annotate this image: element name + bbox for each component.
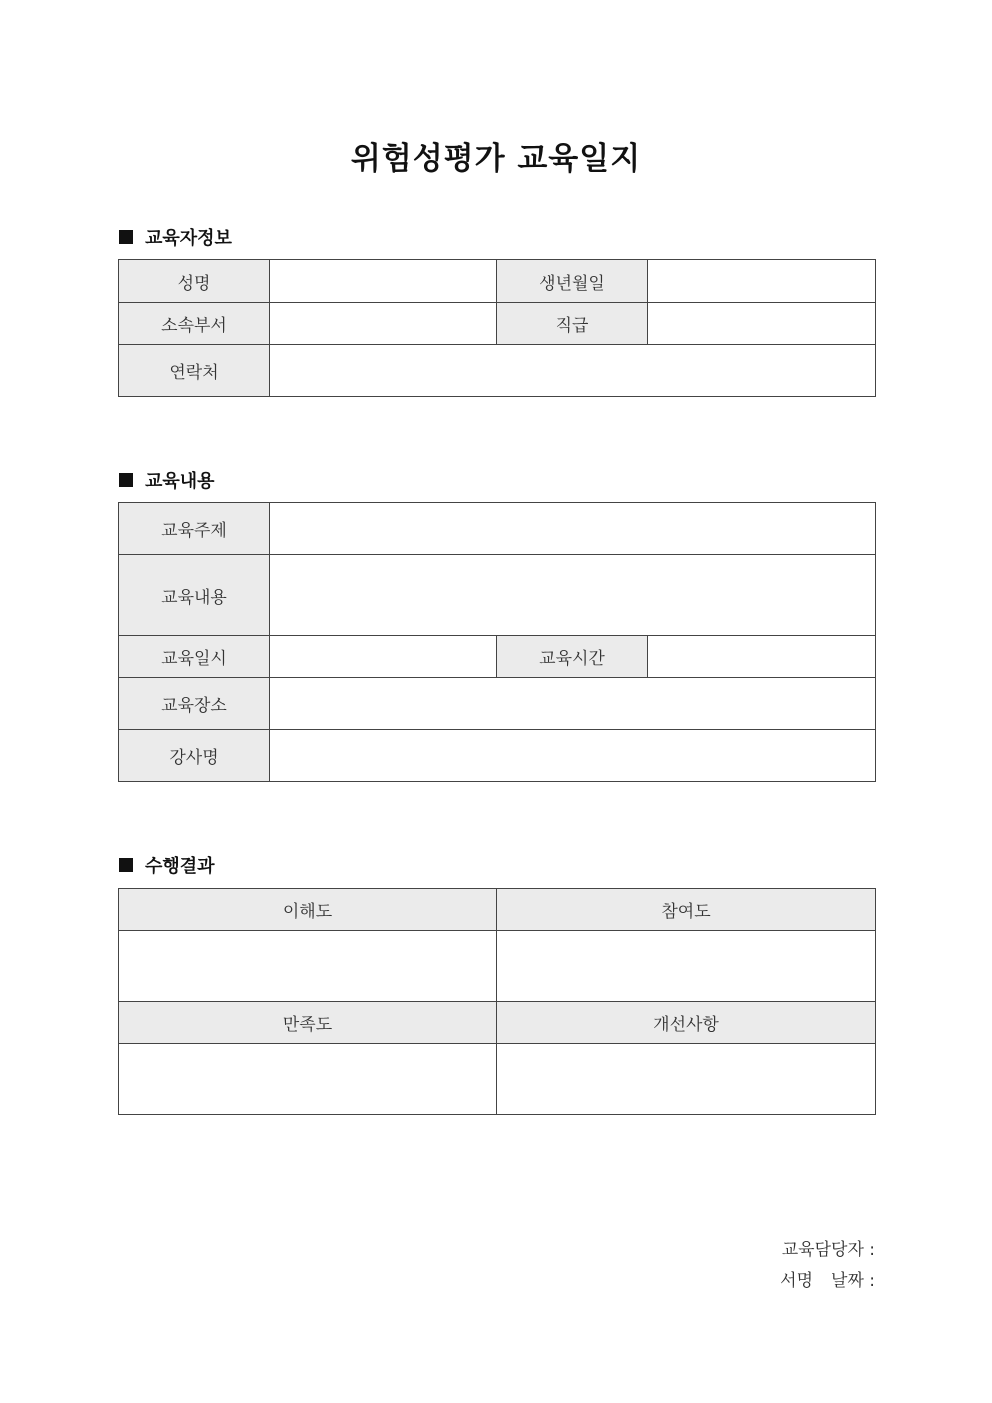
table-row	[119, 931, 876, 1002]
table-row	[119, 303, 876, 345]
location-field[interactable]	[270, 678, 876, 730]
square-bullet-icon	[119, 473, 133, 487]
square-bullet-icon	[119, 858, 133, 872]
date-label: 교육일시	[119, 636, 270, 678]
location-label: 교육장소	[119, 678, 270, 730]
section-heading-results	[119, 852, 215, 878]
table-row	[119, 889, 876, 931]
participation-field[interactable]	[497, 931, 876, 1002]
topic-field[interactable]	[270, 503, 876, 555]
content-label: 교육내용	[119, 555, 270, 636]
page-title: 위험성평가 교육일지	[350, 141, 642, 177]
table-row	[119, 345, 876, 397]
table-row	[119, 555, 876, 636]
table-row	[119, 260, 876, 303]
birth-date-label: 생년월일	[497, 260, 648, 303]
satisfaction-field[interactable]	[119, 1044, 497, 1115]
topic-label: 교육주제	[119, 503, 270, 555]
square-bullet-icon	[119, 230, 133, 244]
name-label: 성명	[119, 260, 270, 303]
department-label: 소속부서	[119, 303, 270, 345]
section-heading-label: 교육자정보	[145, 228, 232, 249]
sign-label: 서명	[780, 1271, 814, 1291]
results-table	[118, 888, 876, 1115]
name-field[interactable]	[270, 260, 497, 303]
time-label: 교육시간	[497, 636, 648, 678]
instructor-label: 강사명	[119, 730, 270, 782]
manager-label: 교육담당자 :	[781, 1240, 875, 1260]
table-row	[119, 1044, 876, 1115]
section-heading-training-content	[119, 467, 215, 493]
improvements-field[interactable]	[497, 1044, 876, 1115]
understanding-label: 이해도	[119, 889, 497, 931]
sign-date-line	[769, 1246, 875, 1291]
position-field[interactable]	[648, 303, 876, 345]
table-row	[119, 503, 876, 555]
satisfaction-label: 만족도	[119, 1002, 497, 1044]
section-heading-trainee-info	[119, 224, 232, 250]
improvements-label: 개선사항	[497, 1002, 876, 1044]
participation-label: 참여도	[497, 889, 876, 931]
training-content-table	[118, 502, 876, 782]
trainee-info-table	[118, 259, 876, 397]
table-row	[119, 678, 876, 730]
section-heading-label: 교육내용	[145, 471, 215, 492]
date-field[interactable]	[270, 636, 497, 678]
understanding-field[interactable]	[119, 931, 497, 1002]
date-label: 날짜 :	[831, 1271, 875, 1291]
section-heading-label: 수행결과	[145, 856, 215, 877]
position-label: 직급	[497, 303, 648, 345]
department-field[interactable]	[270, 303, 497, 345]
time-field[interactable]	[648, 636, 876, 678]
contact-label: 연락처	[119, 345, 270, 397]
instructor-field[interactable]	[270, 730, 876, 782]
table-row	[119, 636, 876, 678]
table-row	[119, 1002, 876, 1044]
table-row	[119, 730, 876, 782]
content-field[interactable]	[270, 555, 876, 636]
contact-field[interactable]	[270, 345, 876, 397]
birth-date-field[interactable]	[648, 260, 876, 303]
